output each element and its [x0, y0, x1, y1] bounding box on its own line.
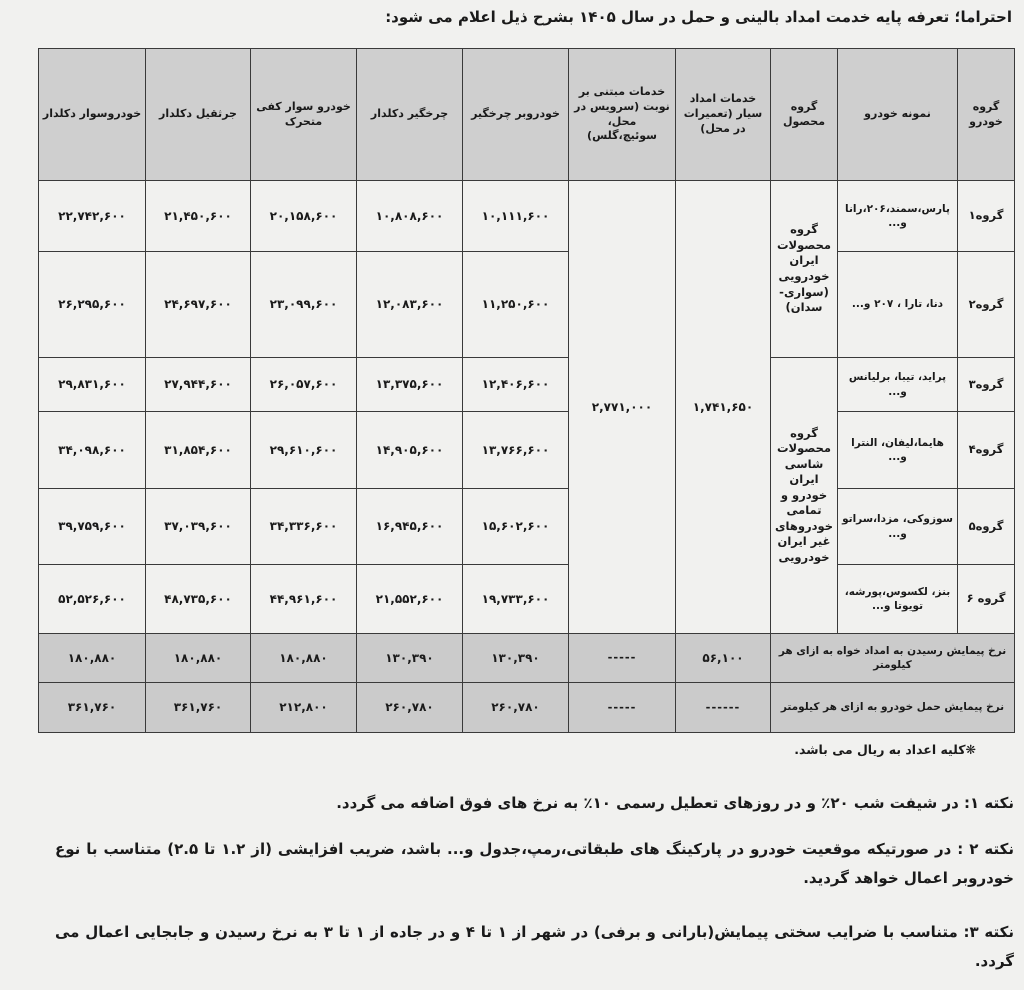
header-queue-service: خدمات مبتنی بر نوبت (سرویس در محل، سوئیچ،گلس) — [569, 49, 676, 181]
price-cell: ۳۱,۸۵۴,۶۰۰ — [146, 412, 251, 489]
rate-label: نرخ پیمایش حمل خودرو به ازای هر کیلومتر — [771, 683, 1015, 733]
rate-cell: ۲۱۲,۸۰۰ — [251, 683, 357, 733]
price-cell: ۱۴,۹۰۵,۶۰۰ — [357, 412, 463, 489]
table-row — [39, 181, 1015, 252]
tariff-table — [38, 48, 1015, 733]
price-cell: ۳۷,۰۳۹,۶۰۰ — [146, 489, 251, 565]
price-cell: ۴۸,۷۳۵,۶۰۰ — [146, 565, 251, 634]
price-cell: ۳۴,۰۹۸,۶۰۰ — [39, 412, 146, 489]
product-group-a: گروه محصولات ایران خودرویی (سواری-سدان) — [771, 181, 838, 358]
table-row — [39, 489, 1015, 565]
price-cell: ۲۹,۶۱۰,۶۰۰ — [251, 412, 357, 489]
note-1: نکته ۱: در شیفت شب ۲۰٪ و در روزهای تعطیل رسمی ۱۰٪ به نرخ های فوق اضافه می گردد. — [336, 794, 1014, 812]
header-mobile-service: خدمات امداد سیار (تعمیرات در محل) — [676, 49, 771, 181]
price-cell: ۱۳,۳۷۵,۶۰۰ — [357, 358, 463, 412]
vehicle-models: بنز، لکسوس،پورشه، تویوتا و... — [838, 565, 958, 634]
product-group-b: گروه محصولات شاسی ایران خودرو و تمامی خودروهای غیر ایران خودرویی — [771, 358, 838, 634]
price-cell: ۵۲,۵۲۶,۶۰۰ — [39, 565, 146, 634]
price-cell: ۱۱,۲۵۰,۶۰۰ — [463, 252, 569, 358]
mobile-service-value: ۱,۷۴۱,۶۵۰ — [676, 181, 771, 634]
price-cell: ۲۴,۶۹۷,۶۰۰ — [146, 252, 251, 358]
price-cell: ۱۰,۸۰۸,۶۰۰ — [357, 181, 463, 252]
table-row — [39, 412, 1015, 489]
price-cell: ۱۵,۶۰۲,۶۰۰ — [463, 489, 569, 565]
note-2: نکته ۲ : در صورتیکه موقعیت خودرو در پارکینگ های طبقاتی،رمپ،جدول و... باشد، ضریب افزایشی (از ۱.۲ تا ۲.۵) متناسب با نوع خودروبر اعمال خواهد گردید. — [55, 840, 1014, 888]
page-heading: احتراما؛ تعرفه پایه خدمت امداد بالینی و حمل در سال ۱۴۰۵ بشرح ذیل اعلام می شود: — [385, 8, 1012, 26]
header-heavy-crane: جرثقیل دکلدار — [146, 49, 251, 181]
vehicle-models: پراید، تیبا، برلیانس و... — [838, 358, 958, 412]
price-cell: ۱۹,۷۳۳,۶۰۰ — [463, 565, 569, 634]
group-name: گروه۲ — [958, 252, 1015, 358]
price-cell: ۴۴,۹۶۱,۶۰۰ — [251, 565, 357, 634]
header-row — [39, 49, 1015, 181]
rate-cell: ۱۸۰,۸۸۰ — [146, 634, 251, 683]
price-cell: ۲۶,۰۵۷,۶۰۰ — [251, 358, 357, 412]
group-name: گروه۵ — [958, 489, 1015, 565]
rate-queue: ----- — [569, 683, 676, 733]
rate-cell: ۱۸۰,۸۸۰ — [39, 634, 146, 683]
group-name: گروه۳ — [958, 358, 1015, 412]
price-cell: ۲۶,۲۹۵,۶۰۰ — [39, 252, 146, 358]
rate-label: نرخ پیمایش رسیدن به امداد خواه به ازای هر کیلومتر — [771, 634, 1015, 683]
price-cell: ۱۶,۹۴۵,۶۰۰ — [357, 489, 463, 565]
price-cell: ۳۴,۳۳۶,۶۰۰ — [251, 489, 357, 565]
header-wheel-dolly: چرخگیر دکلدار — [357, 49, 463, 181]
vehicle-models: هایما،لیفان، النترا و... — [838, 412, 958, 489]
group-name: گروه۴ — [958, 412, 1015, 489]
vehicle-models: دنا، تارا ، ۲۰۷ و... — [838, 252, 958, 358]
price-cell: ۱۲,۰۸۳,۶۰۰ — [357, 252, 463, 358]
rate-cell: ۱۳۰,۳۹۰ — [463, 634, 569, 683]
header-model: نمونه خودرو — [838, 49, 958, 181]
queue-service-value: ۲,۷۷۱,۰۰۰ — [569, 181, 676, 634]
vehicle-models: پارس،سمند،۲۰۶،رانا و... — [838, 181, 958, 252]
price-cell: ۲۱,۴۵۰,۶۰۰ — [146, 181, 251, 252]
rate-mobile: ۵۶,۱۰۰ — [676, 634, 771, 683]
price-cell: ۱۲,۴۰۶,۶۰۰ — [463, 358, 569, 412]
group-name: گروه۱ — [958, 181, 1015, 252]
table-row — [39, 358, 1015, 412]
rate-row-transport — [39, 683, 1015, 733]
rate-row-arrival — [39, 634, 1015, 683]
price-cell: ۲۱,۵۵۲,۶۰۰ — [357, 565, 463, 634]
header-flatbed: خودرو سوار کفی متحرک — [251, 49, 357, 181]
header-carrier-wheel: خودروبر چرخگیر — [463, 49, 569, 181]
header-group: گروه خودرو — [958, 49, 1015, 181]
rate-cell: ۱۸۰,۸۸۰ — [251, 634, 357, 683]
rate-queue: ----- — [569, 634, 676, 683]
price-cell: ۲۳,۰۹۹,۶۰۰ — [251, 252, 357, 358]
vehicle-models: سوزوکی، مزدا،سراتو و... — [838, 489, 958, 565]
price-cell: ۱۳,۷۶۶,۶۰۰ — [463, 412, 569, 489]
currency-footnote: ❋کلیه اعداد به ریال می باشد. — [794, 742, 976, 757]
rate-cell: ۳۶۱,۷۶۰ — [39, 683, 146, 733]
price-cell: ۲۷,۹۴۴,۶۰۰ — [146, 358, 251, 412]
rate-mobile: ------ — [676, 683, 771, 733]
rate-cell: ۳۶۱,۷۶۰ — [146, 683, 251, 733]
table-row — [39, 252, 1015, 358]
price-cell: ۱۰,۱۱۱,۶۰۰ — [463, 181, 569, 252]
price-cell: ۲۰,۱۵۸,۶۰۰ — [251, 181, 357, 252]
header-carrier-dolly: خودروسوار دکلدار — [39, 49, 146, 181]
table-row — [39, 565, 1015, 634]
rate-cell: ۱۳۰,۳۹۰ — [357, 634, 463, 683]
rate-cell: ۲۶۰,۷۸۰ — [463, 683, 569, 733]
rate-cell: ۲۶۰,۷۸۰ — [357, 683, 463, 733]
price-cell: ۲۹,۸۳۱,۶۰۰ — [39, 358, 146, 412]
price-cell: ۲۲,۷۴۲,۶۰۰ — [39, 181, 146, 252]
group-name: گروه ۶ — [958, 565, 1015, 634]
price-cell: ۳۹,۷۵۹,۶۰۰ — [39, 489, 146, 565]
note-3: نکته ۳: متناسب با ضرایب سختی پیمایش(بارانی و برفی) در شهر از ۱ تا ۴ و در جاده از ۱ تا ۳ به نرخ رسیدن و جابجایی اعمال می گردد. — [55, 923, 1014, 971]
header-product-group: گروه محصول — [771, 49, 838, 181]
